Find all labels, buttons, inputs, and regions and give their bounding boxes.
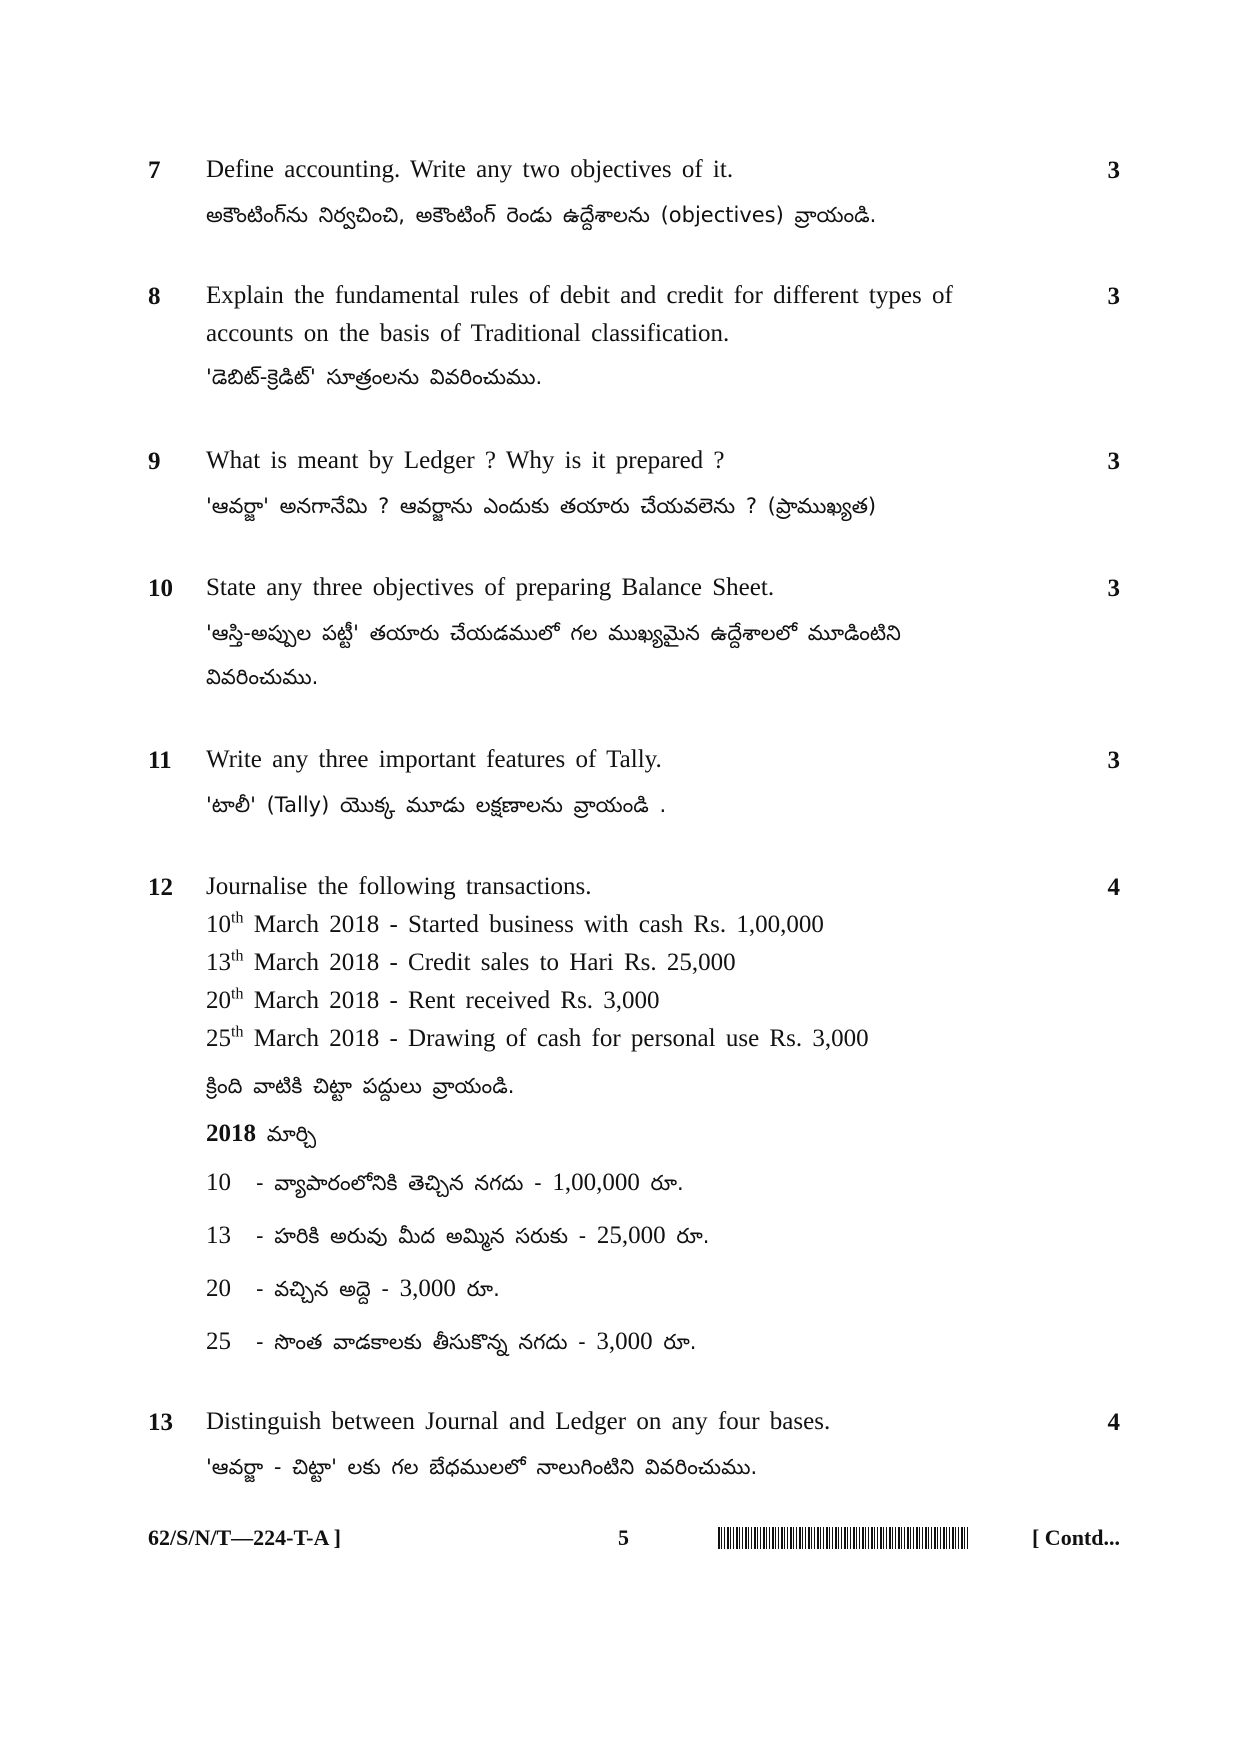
transaction-line: 25th March 2018 - Drawing of cash for personal use Rs. 3,000 — [206, 1023, 869, 1052]
telugu-transaction-row: 20 - వచ్చిన అద్దె - 3,000 రూ. — [206, 1275, 500, 1302]
question-number: 11 — [148, 747, 172, 774]
question-number: 8 — [148, 283, 161, 310]
telugu-transaction-row: 25 - సొంత వాడకాలకు తీసుకొన్న నగదు - 3,000 రూ. — [206, 1328, 697, 1355]
page-number: 5 — [618, 1525, 629, 1550]
question-10 — [148, 575, 1120, 705]
question-number: 9 — [148, 448, 161, 475]
question-text-telugu: 'ఆవర్జా - చిట్టా' లకు గల బేధములలో నాలుగింటిని వివరించుము. — [206, 1455, 758, 1479]
question-text-english: Explain the fundamental rules of debit and credit for different types of accounts on the basis of Traditional classification. — [206, 282, 953, 347]
question-text-telugu: 'డెబిట్-క్రెడిట్' సూత్రంలను వివరించుము. — [206, 365, 543, 389]
question-marks: 3 — [1107, 283, 1120, 310]
question-text-telugu: 'టాలీ' (Tally) యొక్క మూడు లక్షణాలను వ్రాయండి . — [206, 793, 667, 817]
question-text-english: Distinguish between Journal and Ledger on any four bases. — [206, 1408, 831, 1435]
question-number: 12 — [148, 874, 173, 901]
question-text-english: What is meant by Ledger ? Why is it prepared ? — [206, 447, 725, 474]
question-text-english: Define accounting. Write any two objectives of it. — [206, 156, 734, 183]
question-text-english: Write any three important features of Tally. — [206, 746, 662, 773]
barcode-icon — [718, 1527, 968, 1549]
paper-code: 62/S/N/T—224-T-A ] — [148, 1525, 341, 1550]
continued-label: [ Contd... — [1031, 1525, 1120, 1550]
question-marks: 3 — [1107, 448, 1120, 475]
telugu-transaction-row: 10 - వ్యాపారంలోనికి తెచ్చిన నగదు - 1,00,000 రూ. — [206, 1169, 684, 1196]
question-text-english: State any three objectives of preparing Balance Sheet. — [206, 574, 775, 601]
question-12 — [148, 874, 1120, 1394]
question-7 — [148, 157, 1120, 247]
question-text-english: Journalise the following transactions. 10th March 2018 - Started business with cash Rs. 1,00,000 13th March 2018 - Credit sales to Hari Rs. 25,000 20th March 2018 - Rent received Rs. 3,000 25th March 2018 - Drawing of cash for personal use Rs. 3,000 — [206, 868, 1066, 1058]
question-text-telugu: 'ఆవర్జా' అనగానేమి ? ఆవర్జాను ఎందుకు తయారు చేయవలెను ? (ప్రాముఖ్యత) — [206, 494, 877, 518]
question-text-telugu: 'ఆస్తి-అప్పుల పట్టీ' తయారు చేయడములో గల ముఖ్యమైన ఉద్దేశాలలో మూడింటిని వివరించుము. — [206, 621, 901, 689]
question-9 — [148, 448, 1120, 538]
page-footer — [148, 1525, 1120, 1559]
question-13 — [148, 1409, 1120, 1499]
telugu-date-heading: 2018 మార్చి — [206, 1120, 317, 1147]
telugu-transaction-row: 13 - హరికి అరువు మీద అమ్మిన సరుకు - 25,000 రూ. — [206, 1222, 710, 1249]
question-marks: 3 — [1107, 157, 1120, 184]
transaction-line: 10th March 2018 - Started business with cash Rs. 1,00,000 — [206, 909, 824, 938]
question-11 — [148, 747, 1120, 837]
question-marks: 3 — [1107, 575, 1120, 602]
question-marks: 4 — [1107, 1409, 1120, 1436]
question-8 — [148, 283, 1120, 423]
question-text-telugu: అకౌంటింగ్‌ను నిర్వచించి, అకౌంటింగ్ రెండు ఉద్దేశాలను (objectives) వ్రాయండి. — [206, 203, 877, 227]
question-number: 13 — [148, 1409, 173, 1436]
question-marks: 3 — [1107, 747, 1120, 774]
question-number: 7 — [148, 157, 161, 184]
question-marks: 4 — [1107, 874, 1120, 901]
question-number: 10 — [148, 575, 173, 602]
question-text-telugu: క్రింది వాటికి చిట్టా పద్దులు వ్రాయండి. 2018 మార్చి 10 - వ్యాపారంలోనికి తెచ్చిన నగదు - 1,00,000 రూ. 13 - హరికి అరువు మీద అమ్మిన సరుకు - 25,000 రూ. 20 - వచ్చిన అద్దె - 3,000 రూ. 25 - సొంత వాడకాలకు తీసుకొన్న నగదు - 3,000 రూ. — [206, 1064, 1086, 1368]
transaction-line: 13th March 2018 - Credit sales to Hari Rs. 25,000 — [206, 947, 736, 976]
transaction-line: 20th March 2018 - Rent received Rs. 3,000 — [206, 985, 660, 1014]
